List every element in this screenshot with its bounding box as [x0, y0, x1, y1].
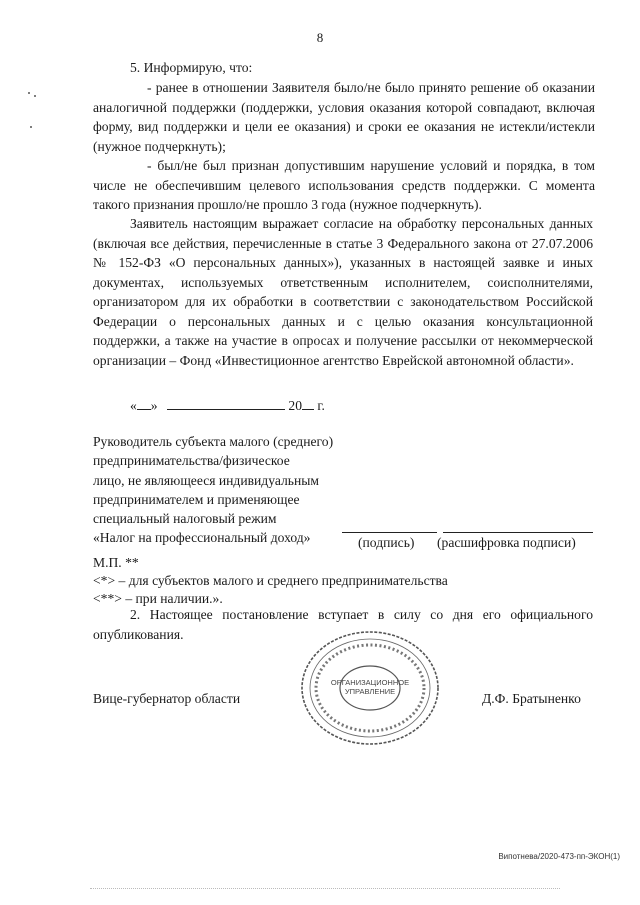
organizational-seal	[296, 628, 444, 748]
signatory-line: специальный налоговый режим	[93, 511, 277, 527]
signing-position: Вице-губернатор области	[93, 691, 241, 706]
footnote-sme: <*> – для субъектов малого и среднего предпринимательства	[93, 573, 448, 588]
date-year-prefix: 20	[288, 398, 302, 413]
signatory-block	[93, 432, 333, 548]
signatory-line: предпринимательства/физическое	[93, 453, 290, 469]
item-support-paragraph: - ранее в отношении Заявителя было/не было принято решение об оказании аналогичной поддержки (поддержки, условия оказания которой совпадают, включая форму, вид поддержки и цели ее оказания) и сроки ее оказания не истекли/истекли (нужное подчеркнуть);	[93, 80, 595, 154]
scan-edge-artifact	[90, 888, 560, 889]
stamp-place: М.П. **	[93, 555, 139, 570]
seal-center-line2: УПРАВЛЕНИЕ	[344, 687, 396, 696]
signatory-line: лицо, не являющееся индивидуальным	[93, 472, 319, 488]
signatory-line: Руководитель субъекта малого (среднего)	[93, 434, 334, 449]
item-violation-paragraph: - был/не был признан допустившим нарушение условий и порядка, в том числе не обеспечившим целевого использования средств поддержки. С момента такого признания прошло/не прошло 3 года (нужное подчеркнуть).	[93, 158, 595, 212]
signature-decoding-field[interactable]	[443, 532, 593, 533]
signature-decoding-caption: (расшифровка подписи)	[437, 535, 576, 550]
scan-speck	[34, 95, 36, 97]
consent-paragraph: Заявитель настоящим выражает согласие на обработку персональных данных (включая все действия, перечисленные в статье 3 Федерального закона от 27.07.2006 № 152-ФЗ «О персональных данных»), указанных в настоящей заявке и иных документах, используемых ответственным исполнителем, соисполнителями, организатором для их обработки в соответствии с законодательством Российской Федерации о персональных данных и с целью оказания консультационной поддержки, а также на участие в опросах и получение рассылки от некоммерческой организации – Фонд «Инвестиционное агентство Еврейской автономной области».	[93, 216, 593, 368]
footnote-optional: <**> – при наличии.».	[93, 591, 223, 606]
date-close-quote: »	[150, 398, 158, 413]
signing-name: Д.Ф. Братыненко	[482, 691, 581, 706]
signatory-line: предпринимателем и применяющее	[93, 491, 300, 507]
scan-speck	[30, 126, 32, 128]
scan-speck	[28, 92, 30, 94]
seal-center-line1: ОРГАНИЗАЦИОННОЕ	[330, 678, 410, 687]
signatory-line: «Налог на профессиональный доход»	[93, 530, 311, 546]
date-year-suffix: г.	[317, 398, 325, 413]
effective-clause: 2. Настоящее постановление вступает в силу со дня его официального опубликования.	[93, 607, 593, 642]
inform-heading: 5. Информирую, что:	[130, 60, 253, 75]
document-code: Випотнева/2020-473-пп-ЭКОН(1)	[498, 852, 620, 861]
date-line	[130, 398, 325, 414]
date-month-blank[interactable]	[167, 409, 285, 410]
signature-caption: (подпись)	[358, 535, 415, 550]
signature-field[interactable]	[342, 532, 437, 533]
page-number: 8	[316, 30, 324, 45]
date-open-quote: «	[130, 398, 137, 413]
